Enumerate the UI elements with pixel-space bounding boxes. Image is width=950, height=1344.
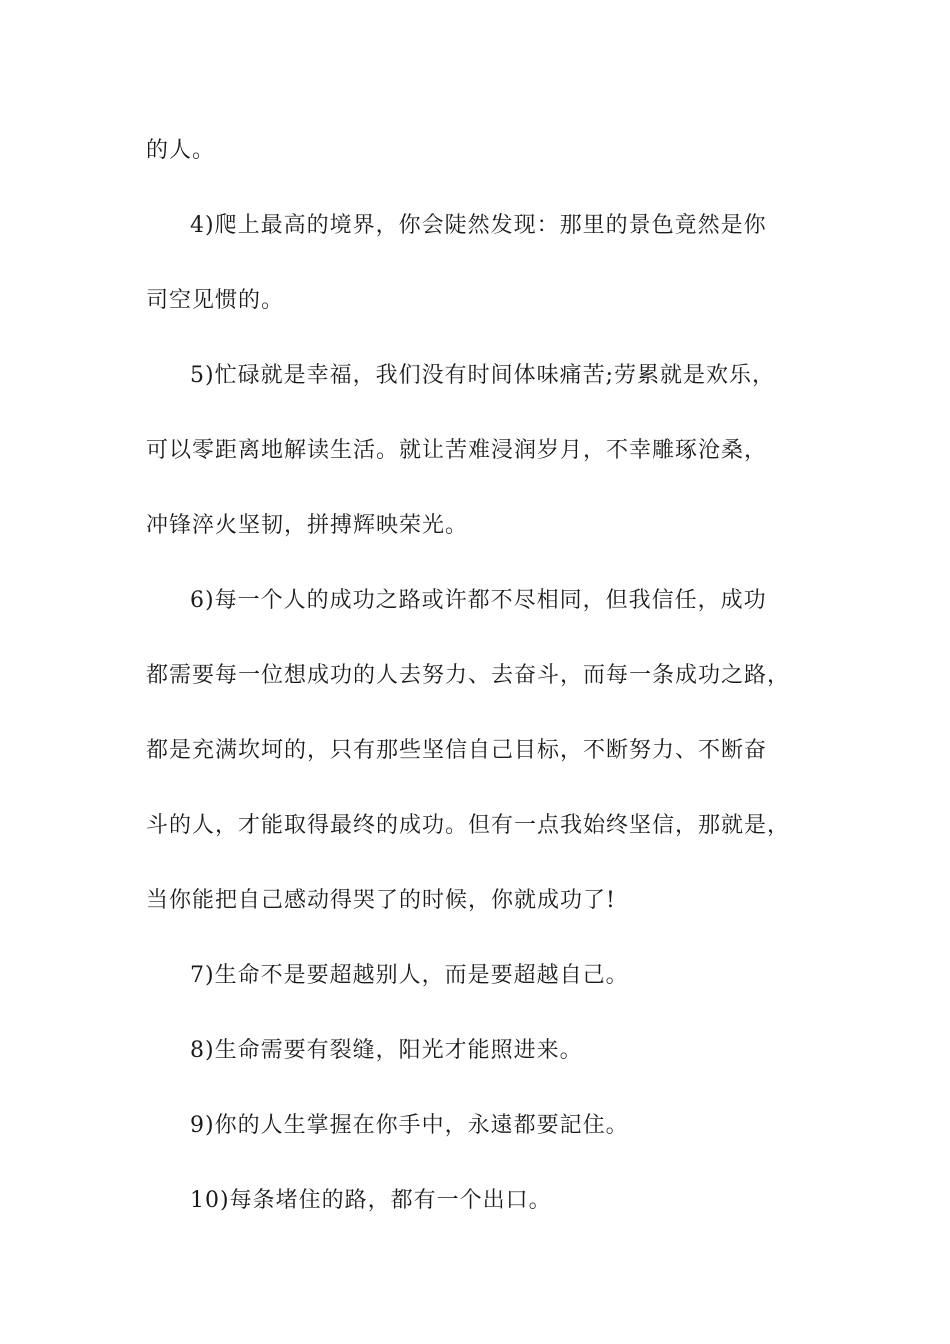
text-line: 司空见惯的。 — [146, 288, 285, 313]
text-line: 5)忙碌就是幸福，我们没有时间体味痛苦;劳累就是欢乐， — [190, 363, 775, 388]
text-line: 6)每一个人的成功之路或许都不尽相同，但我信任，成功 — [190, 588, 767, 613]
text-line: 冲锋淬火坚韧，拼搏辉映荣光。 — [146, 513, 469, 538]
text-line: 都是充满坎坷的，只有那些坚信自己目标，不断努力、不断奋 — [146, 738, 768, 763]
text-line: 7)生命不是要超越别人，而是要超越自己。 — [190, 963, 629, 988]
text-line: 都需要每一位想成功的人去努力、去奋斗，而每一条成功之路， — [146, 663, 791, 688]
text-line: 的人。 — [146, 138, 216, 163]
text-line: 可以零距离地解读生活。就让苦难浸润岁月，不幸雕琢沧桑， — [146, 438, 768, 463]
text-line: 当你能把自己感动得哭了的时候，你就成功了! — [146, 888, 616, 913]
text-line: 8)生命需要有裂缝，阳光才能照进来。 — [190, 1038, 583, 1063]
text-line: 斗的人，才能取得最终的成功。但有一点我始终坚信，那就是， — [146, 813, 791, 838]
text-line: 10)每条堵住的路，都有一个出口。 — [190, 1188, 552, 1213]
text-line: 9)你的人生掌握在你手中，永遠都要記住。 — [190, 1113, 629, 1138]
text-line: 4)爬上最高的境界，你会陡然发现：那里的景色竟然是你 — [190, 213, 767, 238]
